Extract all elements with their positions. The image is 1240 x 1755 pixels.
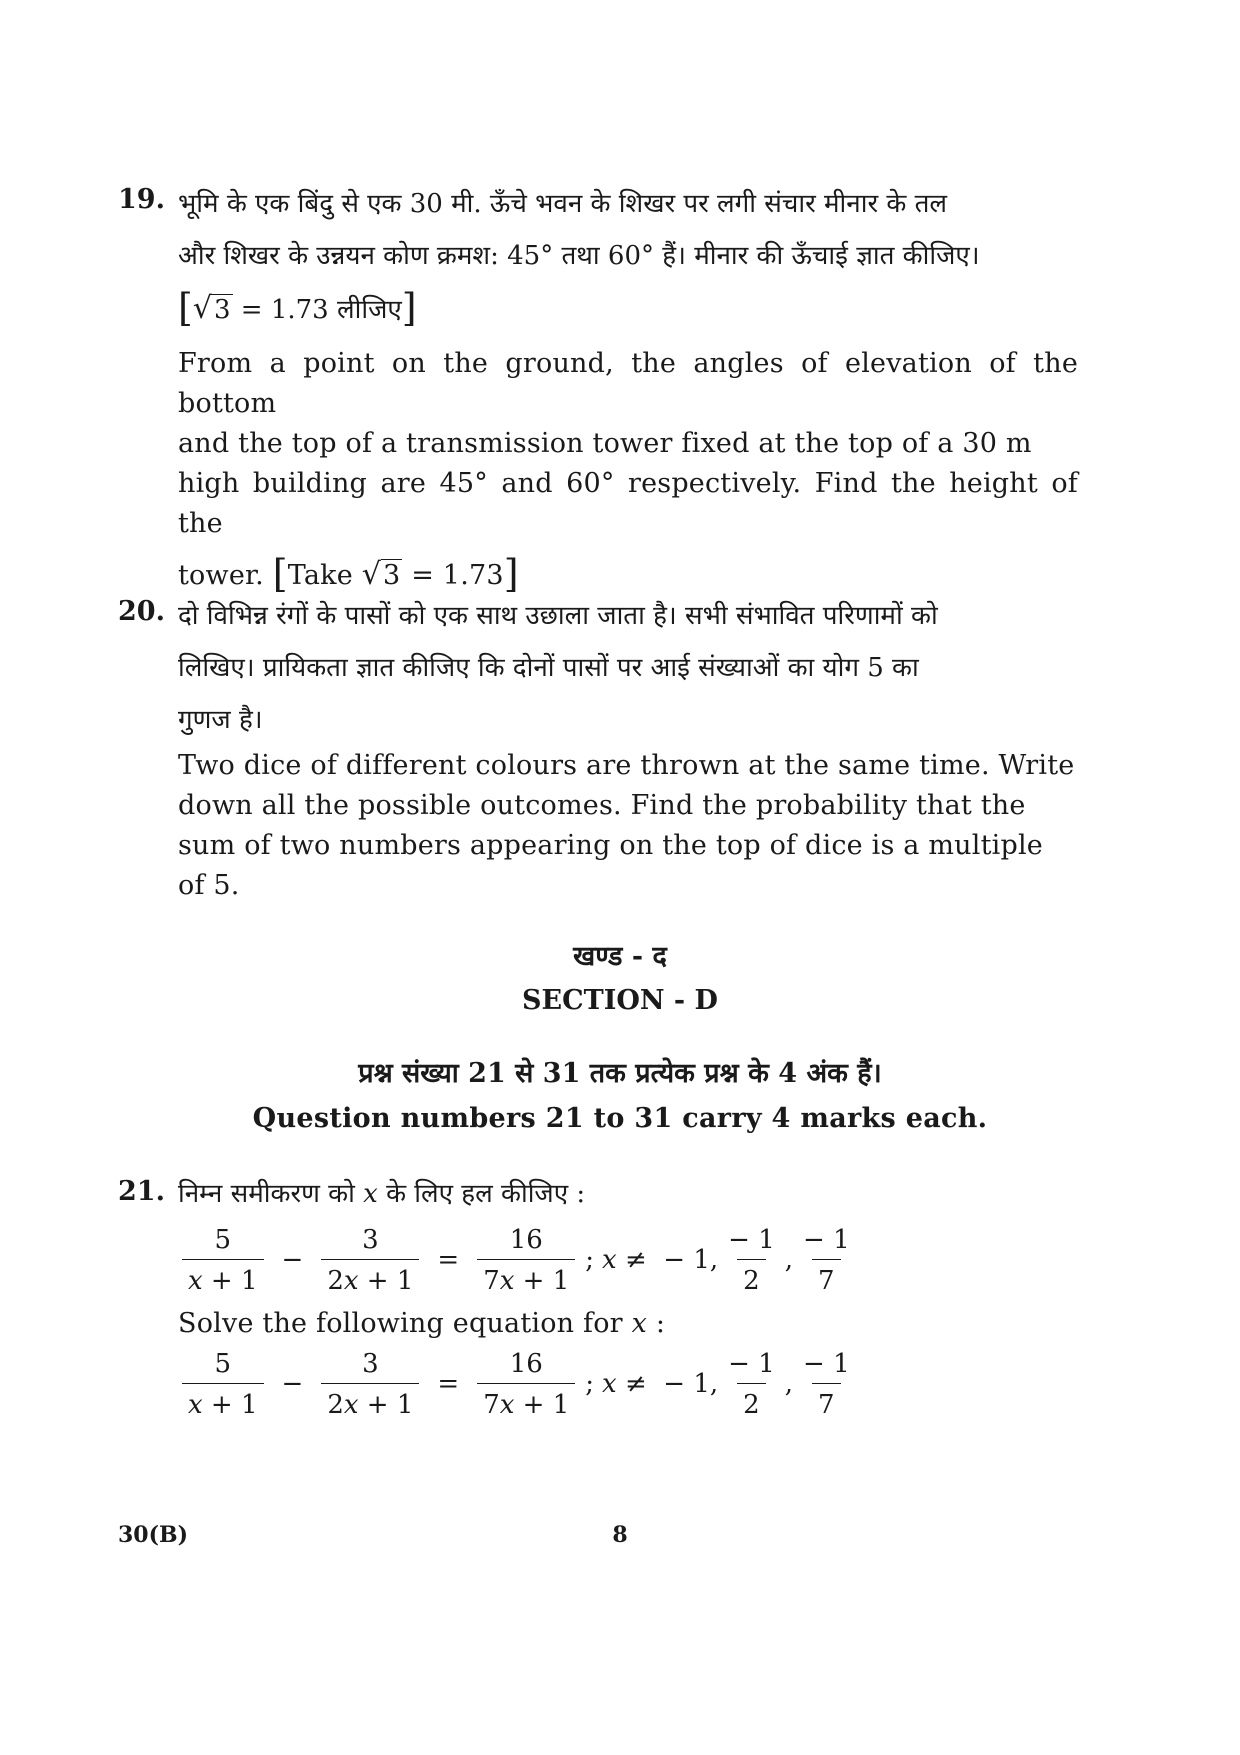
fraction: $\frac{5}{x + 1}$ (182, 1349, 264, 1420)
fraction: $\frac{5}{x + 1}$ (182, 1225, 264, 1296)
page-number: 8 (612, 1522, 628, 1548)
fraction: $\frac{16}{7x + 1}$ (477, 1349, 575, 1420)
english-text-hint: tower. [Take √3 = 1.73] (178, 552, 519, 596)
hindi-text: दो विभिन्न रंगों के पासों को एक साथ उछाला जाता है। सभी संभावित परिणामों को (178, 601, 938, 631)
question-number: 21. (118, 1176, 165, 1207)
hindi-hint: [√3 = 1.73 लीजिए] (178, 282, 1078, 336)
bracket-close: ] (401, 286, 417, 330)
question-20 (118, 590, 1078, 906)
equation: $\frac{5}{x + 1}$ − $\frac{3}{2x + 1}$ = $\frac{16}{7x + 1}$ ; x ≠ − 1, $\frac{- 1}{2}$ , $\frac{- 1}{7}$ (178, 1220, 1078, 1300)
hindi-text: भूमि के एक बिंदु से एक 30 मी. ऊँचे भवन के शिखर पर लगी संचार मीनार के तल (178, 189, 948, 219)
bracket-close: ] (503, 552, 519, 596)
hindi-text: गुणज है। (178, 705, 263, 735)
sqrt-symbol: √3 (361, 557, 401, 592)
question-number: 20. (118, 596, 165, 627)
marks-note-hindi: प्रश्न संख्या 21 से 31 तक प्रत्येक प्रश्न के 4 अंक हैं। (358, 1058, 882, 1089)
fraction: $\frac{- 1}{7}$ (803, 1348, 850, 1420)
question-number: 19. (118, 184, 165, 215)
hindi-text: लिखिए। प्रायिकता ज्ञात कीजिए कि दोनों पासों पर आई संख्याओं का योग 5 का (178, 653, 919, 683)
section-title: SECTION - D (522, 985, 718, 1016)
equation: $\frac{5}{x + 1}$ − $\frac{3}{2x + 1}$ = $\frac{16}{7x + 1}$ ; x ≠ − 1, $\frac{- 1}{2}$ , $\frac{- 1}{7}$ (178, 1344, 1078, 1424)
question-21 (118, 1168, 1078, 1424)
english-text: Two dice of different colours are thrown at the same time. Write (178, 750, 1075, 781)
hindi-text: निम्न समीकरण को x के लिए हल कीजिए : (178, 1179, 586, 1209)
fraction: $\frac{- 1}{2}$ (728, 1224, 775, 1296)
fraction: $\frac{- 1}{2}$ (728, 1348, 775, 1420)
marks-note: Question numbers 21 to 31 carry 4 marks each. (252, 1103, 988, 1134)
english-text: and the top of a transmission tower fixed at the top of a 30 m (178, 428, 1032, 459)
english-text: down all the possible outcomes. Find the probability that the (178, 790, 1026, 821)
sqrt-symbol: √3 (192, 291, 231, 326)
question-19 (118, 178, 1078, 596)
english-text: high building are 45° and 60° respectively. Find the height of the (178, 468, 1078, 539)
fraction: $\frac{3}{2x + 1}$ (321, 1225, 419, 1296)
fraction: $\frac{16}{7x + 1}$ (477, 1225, 575, 1296)
english-text: Solve the following equation for x : (178, 1308, 666, 1339)
bracket-open: [ (178, 286, 193, 330)
english-text: sum of two numbers appearing on the top of dice is a multiple (178, 830, 1043, 861)
english-text: From a point on the ground, the angles of elevation of the bottom (178, 348, 1078, 419)
hindi-text: और शिखर के उन्नयन कोण क्रमश: 45° तथा 60° हैं। मीनार की ऊँचाई ज्ञात कीजिए। (178, 241, 980, 271)
paper-code: 30(B) (118, 1522, 189, 1548)
section-title-hindi: खण्ड - द (573, 941, 667, 972)
bracket-open: [ (272, 552, 288, 596)
fraction: $\frac{3}{2x + 1}$ (321, 1349, 419, 1420)
english-text: of 5. (178, 870, 240, 901)
fraction: $\frac{- 1}{7}$ (803, 1224, 850, 1296)
